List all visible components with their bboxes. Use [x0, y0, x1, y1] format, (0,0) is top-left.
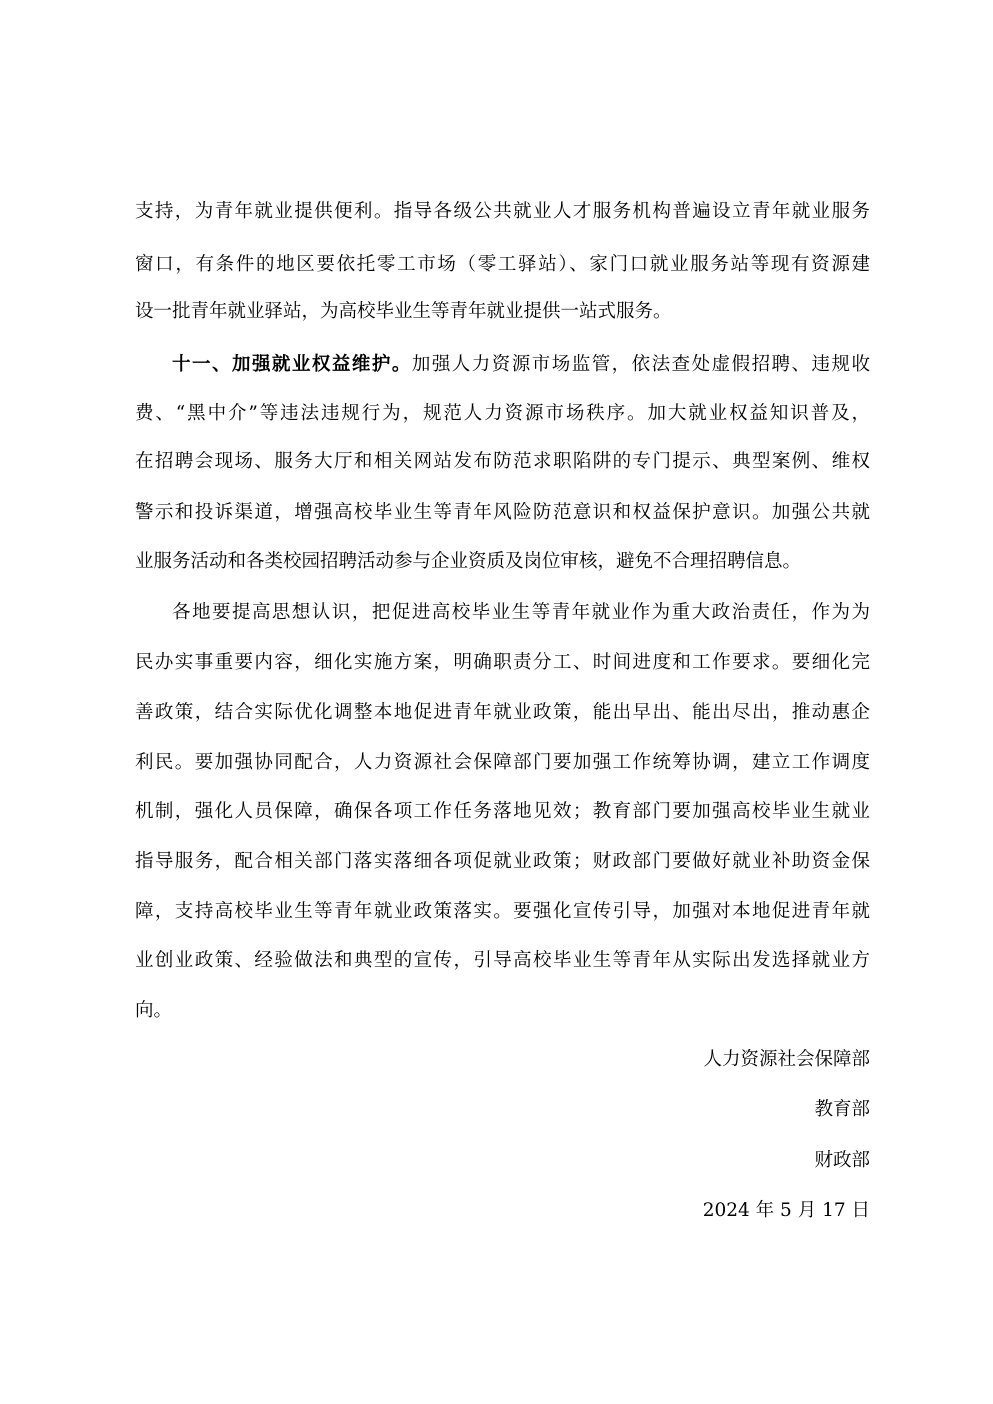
- paragraph-3-line-3: 善政策，结合实际优化调整本地促进青年就业政策，能出早出、能出尽出，推动惠企: [135, 702, 870, 723]
- signature-date: 2024 年 5 月 17 日: [702, 1200, 870, 1221]
- section-eleven-heading: 十一、加强就业权益维护。: [172, 354, 412, 375]
- signature-org-education: 教育部: [814, 1099, 870, 1120]
- paragraph-3-line-2: 民办实事重要内容，细化实施方案，明确职责分工、时间进度和工作要求。要细化完: [135, 652, 870, 673]
- paragraph-3-line-8: 业创业政策、经验做法和典型的宣传，引导高校毕业生等青年从实际出发选择就业方: [135, 950, 870, 971]
- signature-org-hrss: 人力资源社会保障部: [703, 1049, 870, 1070]
- signature-org-finance: 财政部: [814, 1150, 870, 1171]
- paragraph-3-line-5: 机制，强化人员保障，确保各项工作任务落地见效；教育部门要加强高校毕业生就业: [135, 801, 870, 822]
- paragraph-2-line-3: 在招聘会现场、服务大厅和相关网站发布防范求职陷阱的专门提示、典型案例、维权: [135, 451, 870, 472]
- paragraph-2-line-5: 业服务活动和各类校园招聘活动参与企业资质及岗位审核，避免不合理招聘信息。: [135, 551, 802, 572]
- paragraph-3-line-6: 指导服务，配合相关部门落实落细各项促就业政策；财政部门要做好就业补助资金保: [135, 851, 870, 872]
- paragraph-3-line-9: 向。: [135, 1000, 173, 1021]
- paragraph-1-line-2: 窗口，有条件的地区要依托零工市场（零工驿站）、家门口就业服务站等现有资源建: [135, 254, 870, 275]
- paragraph-3-line-1: 各地要提高思想认识，把促进高校毕业生等青年就业作为重大政治责任，作为为: [172, 602, 870, 623]
- paragraph-3-line-4: 利民。要加强协同配合，人力资源社会保障部门要加强工作统筹协调，建立工作调度: [135, 752, 870, 773]
- paragraph-1-line-1: 支持，为青年就业提供便利。指导各级公共就业人才服务机构普遍设立青年就业服务: [135, 201, 870, 222]
- paragraph-2-line-1-text: 加强人力资源市场监管，依法查处虚假招聘、违规收: [411, 354, 870, 375]
- paragraph-2-line-4: 警示和投诉渠道，增强高校毕业生等青年风险防范意识和权益保护意识。加强公共就: [135, 502, 870, 523]
- paragraph-1-line-3: 设一批青年就业驿站，为高校毕业生等青年就业提供一站式服务。: [135, 301, 672, 322]
- paragraph-2-line-1: [172, 349, 870, 381]
- paragraph-2-line-2: 费、“黑中介”等违法违规行为，规范人力资源市场秩序。加大就业权益知识普及，: [135, 403, 870, 424]
- paragraph-3-line-7: 障，支持高校毕业生等青年就业政策落实。要强化宣传引导，加强对本地促进青年就: [135, 901, 870, 922]
